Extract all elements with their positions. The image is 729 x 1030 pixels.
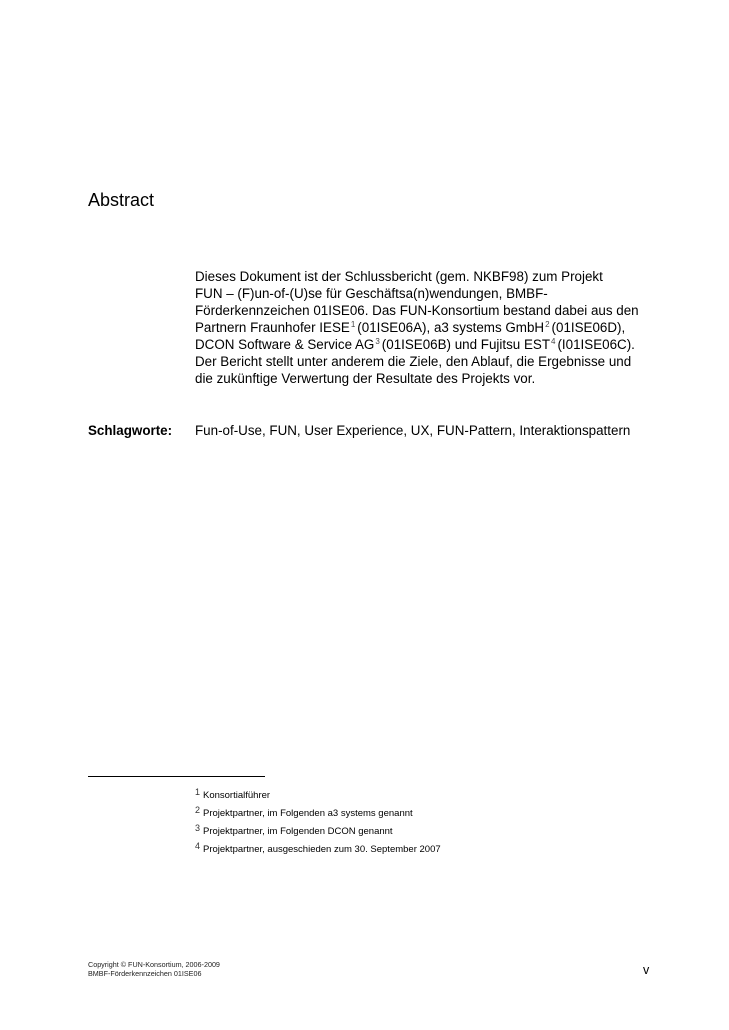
- abstract-line: [195, 319, 655, 336]
- footnote-item: [195, 839, 441, 857]
- footnote-item: [195, 785, 441, 803]
- footer-copyright: Copyright © FUN-Konsortium, 2006-2009: [88, 960, 220, 969]
- footnote-reference[interactable]: 2: [545, 320, 550, 329]
- footnote-text: Konsortialführer: [203, 790, 271, 801]
- footnote-separator: [88, 776, 265, 777]
- footnote-number: 3: [195, 823, 201, 833]
- abstract-text: (01ISE06A), a3 systems GmbH: [357, 320, 545, 335]
- abstract-line: Dieses Dokument ist der Schlussbericht (gem. NKBF98) zum Projekt: [195, 269, 603, 284]
- abstract-line: FUN – (F)un-of-(U)se für Geschäftsa(n)wendungen, BMBF-: [195, 286, 548, 301]
- footer-funding: BMBF-Förderkennzeichen 01ISE06: [88, 969, 202, 978]
- footnotes: [195, 785, 441, 857]
- abstract-text: Partnern Fraunhofer IESE: [195, 320, 350, 335]
- abstract-line: Der Bericht stellt unter anderem die Ziele, den Ablauf, die Ergebnisse und: [195, 354, 632, 369]
- abstract-text: (I01ISE06C).: [557, 337, 635, 352]
- page-heading: Abstract: [88, 190, 155, 210]
- footnote-text: Projektpartner, ausgeschieden zum 30. September 2007: [203, 844, 441, 855]
- abstract-text: (01ISE06D),: [551, 320, 626, 335]
- abstract-line: [195, 336, 655, 353]
- abstract-text: DCON Software & Service AG: [195, 337, 375, 352]
- footnote-number: 1: [195, 787, 201, 797]
- abstract-text: (01ISE06B) und Fujitsu EST: [381, 337, 551, 352]
- footnote-item: [195, 803, 441, 821]
- keywords-value: Fun-of-Use, FUN, User Experience, UX, FUN-Pattern, Interaktionspattern: [195, 423, 631, 438]
- footnote-reference[interactable]: 4: [551, 337, 556, 346]
- footnote-number: 4: [195, 841, 201, 851]
- footnote-text: Projektpartner, im Folgenden DCON genannt: [203, 826, 393, 837]
- footnote-number: 2: [195, 805, 201, 815]
- abstract-line: Förderkennzeichen 01ISE06. Das FUN-Konsortium bestand dabei aus den: [195, 303, 639, 318]
- keywords-label: Schlagworte:: [88, 423, 173, 438]
- footnote-item: [195, 821, 441, 839]
- footnote-reference[interactable]: 1: [350, 320, 356, 329]
- page-number: v: [643, 963, 650, 977]
- abstract-line: die zukünftige Verwertung der Resultate des Projekts vor.: [195, 371, 536, 386]
- footnote-text: Projektpartner, im Folgenden a3 systems genannt: [203, 808, 413, 819]
- page-footer: [88, 960, 220, 978]
- footnote-reference[interactable]: 3: [375, 337, 380, 346]
- abstract-paragraph: [195, 268, 655, 387]
